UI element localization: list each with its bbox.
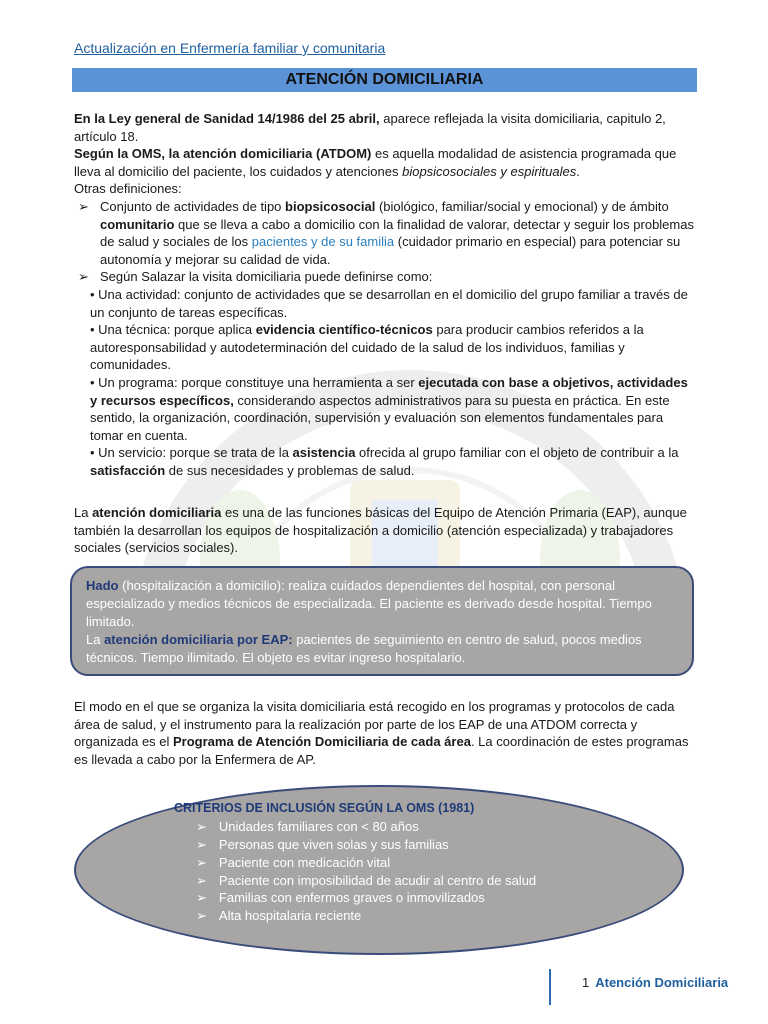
arrow-bullet-icon: ➢ <box>196 890 207 905</box>
page-footer <box>582 974 728 992</box>
other-definitions-label: Otras definiciones: <box>74 181 182 197</box>
criteria-item: ➢ Alta hospitalaria reciente <box>196 908 362 923</box>
criteria-item: ➢ Paciente con medicación vital <box>196 855 391 870</box>
arrow-bullet-icon: ➢ <box>196 873 207 888</box>
criteria-item: ➢ Personas que viven solas y sus familias <box>196 837 449 852</box>
hado-eap-callout <box>70 566 694 676</box>
arrow-bullet-icon: ➢ <box>78 198 89 214</box>
intro-law-paragraph: En la Ley general de Sanidad 14/1986 del 25 abril, aparece reflejada la visita domiciliaria, capitulo 2, artículo 18. <box>74 111 666 144</box>
definition-item: ➢ Según Salazar la visita domiciliaria puede definirse como: <box>78 269 433 285</box>
arrow-bullet-icon: ➢ <box>196 855 207 870</box>
footer-divider <box>549 969 551 1005</box>
eap-description: La atención domiciliaria por EAP: pacientes de seguimiento en centro de salud, pocos medios técnicos. Tiempo ilimitado. El objeto es evitar ingreso hospitalario. <box>86 632 642 665</box>
intro-oms-paragraph: Según la OMS, la atención domiciliaria (ATDOM) es aquella modalidad de asistencia programada que lleva al domicilio del paciente, los cuidados y atenciones biopsicosociales y espirituales. <box>74 146 677 179</box>
criteria-item: ➢ Familias con enfermos graves o inmovilizados <box>196 890 485 905</box>
criteria-item: ➢ Paciente con imposibilidad de acudir al centro de salud <box>196 873 537 888</box>
arrow-bullet-icon: ➢ <box>196 819 207 834</box>
page-title: ATENCIÓN DOMICILIARIA <box>72 68 697 92</box>
document-header: Actualización en Enfermería familiar y comunitaria <box>74 40 386 56</box>
salazar-item-servicio: • Un servicio: porque se trata de la asistencia ofrecida al grupo familiar con el objeto de contribuir a la satisfacción de sus necesidades y problemas de salud. <box>90 445 679 478</box>
arrow-bullet-icon: ➢ <box>196 908 207 923</box>
intro-section <box>74 110 694 479</box>
arrow-bullet-icon: ➢ <box>196 837 207 852</box>
footer-section-title: Atención Domiciliaria <box>595 975 729 990</box>
salazar-item-programa: • Un programa: porque constituye una herramienta a ser ejecutada con base a objetivos, actividades y recursos específicos, considerando aspectos administrativos para su puesta en práctica. En este sentido, la organización, coordinación, supervisión y evaluación son elementos fundamentales para tomar en cuenta. <box>90 374 688 443</box>
page-number: 1 <box>582 975 590 990</box>
hado-description: Hado (hospitalización a domicilio): realiza cuidados dependientes del hospital, con personal especializado y medios técnicos de especializada. El paciente es derivado desde hospital. Tiempo limitado. <box>86 578 652 629</box>
definition-item: ➢ Conjunto de actividades de tipo biopsicosocial (biológico, familiar/social y emocional) y de ámbito comunitario que se lleva a cabo a domicilio con la finalidad de valorar, detectar y seguir los problemas de salud y sociales de los pacientes y de su familia (cuidador primario en especial) para potenciar su autonomía y mejorar su calidad de vida. <box>78 198 694 267</box>
eap-paragraph: La atención domiciliaria es una de las funciones básicas del Equipo de Atención Primaria (EAP), aunque también la desarrollan los equipos de hospitalización a domicilio (atención especializada) y trabajadores sociales (servicios sociales). <box>74 505 687 556</box>
salazar-item-actividad: • Una actividad: conjunto de actividades que se desarrollan en el domicilio del grupo familiar a través de un conjunto de tareas específicas. <box>90 286 688 320</box>
modo-paragraph: El modo en el que se organiza la visita domiciliaria está recogido en los programas y protocolos de cada área de salud, y el instrumento para la realización por parte de los EAP de una ATDOM correcta y organizada es el Programa de Atención Domiciliaria de cada área. La coordinación de estes programas es llevada a cabo por la Enfermera de AP. <box>74 699 689 767</box>
arrow-bullet-icon: ➢ <box>78 269 89 285</box>
criteria-title: CRITERIOS DE INCLUSIÓN SEGÚN LA OMS (1981) <box>174 801 475 815</box>
salazar-item-tecnica: • Una técnica: porque aplica evidencia científico-técnicos para producir cambios referidos a la autoresponsabilidad y autodeterminación del cuidado de la salud de los individuos, familias y comunidades. <box>90 322 644 373</box>
criteria-item: ➢ Unidades familiares con < 80 años <box>196 819 419 834</box>
